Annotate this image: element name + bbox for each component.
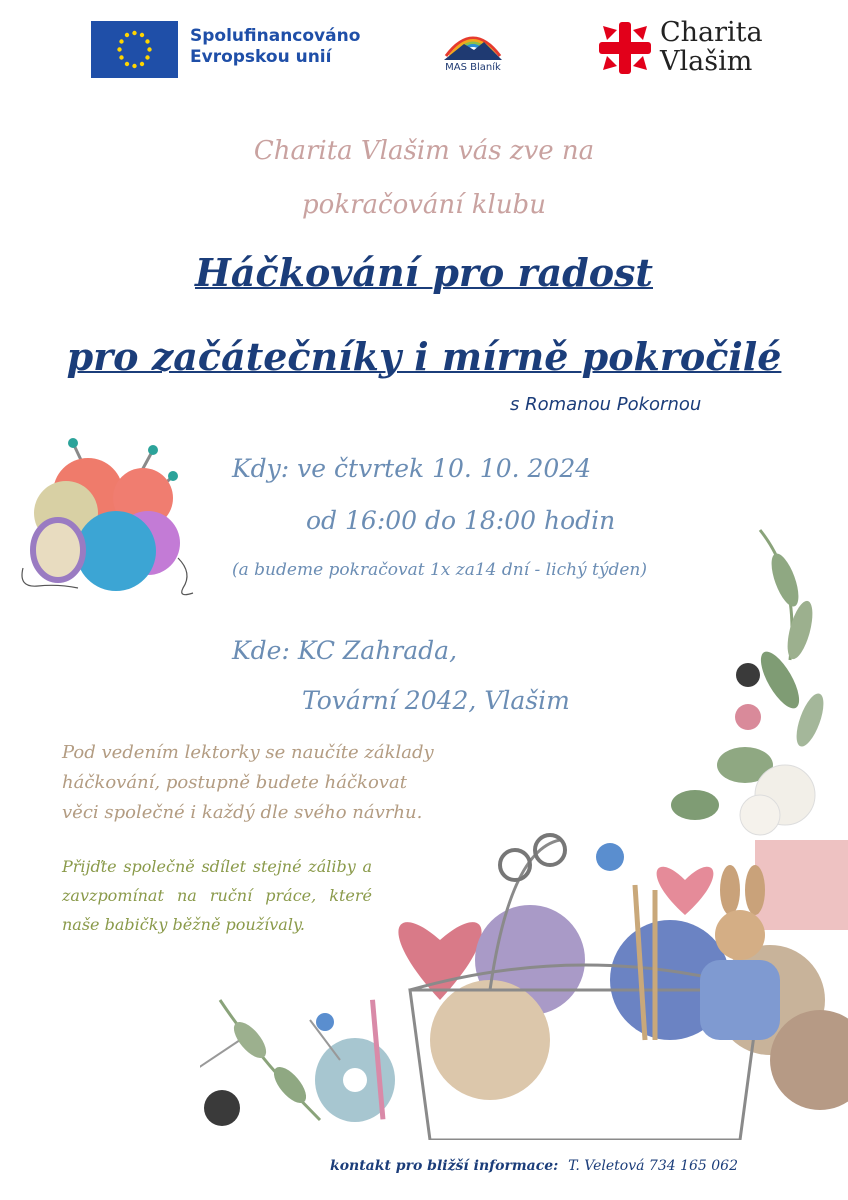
paragraph-invitation: Přijďte společně sdílet stejné záliby a zavzpomínat na ruční práce, které naše babičky běžně používaly.	[62, 857, 372, 934]
when-label: Kdy: ve čtvrtek 10. 10. 2024	[232, 454, 592, 483]
eu-text-line1: Spolufinancováno	[190, 26, 361, 46]
paragraph1-line1: Pod vedením lektorky se naučíte základy	[62, 742, 434, 763]
intro-line1: Charita Vlašim vás zve na	[253, 136, 595, 166]
eu-text-line2: Evropskou unií	[190, 47, 332, 67]
charita-line2: Vlašim	[660, 46, 753, 77]
charita-vlasim-logo-text	[660, 18, 763, 76]
intro-line2: pokračování klubu	[302, 190, 546, 220]
contact-label: kontakt pro bližší informace:	[330, 1158, 559, 1174]
eu-cofinancing-text	[190, 26, 360, 68]
when-note: (a budeme pokračovat 1x za14 dní - lichý týden)	[232, 560, 648, 580]
title-line2: pro začátečníky i mírně pokročilé	[66, 334, 782, 379]
where-address: Tovární 2042, Vlašim	[302, 686, 570, 715]
yarn-balls-illustration	[18, 438, 198, 608]
when-time: od 16:00 do 18:00 hodin	[306, 506, 616, 535]
paragraph1-line3: věci společné i každý dle svého návrhu.	[62, 802, 423, 823]
eu-flag-logo	[91, 21, 178, 78]
where-label: Kde: KC Zahrada,	[232, 636, 458, 665]
crafts-basket-illustration	[200, 520, 848, 1140]
paragraph1-line2: háčkování, postupně budete háčkovat	[62, 772, 407, 793]
contact-value: T. Veletová 734 165 062	[568, 1158, 738, 1174]
mas-blanik-label: MAS Blaník	[445, 62, 501, 73]
lecturer-name: s Romanou Pokornou	[510, 394, 702, 415]
title-line1: Háčkování pro radost	[194, 250, 653, 295]
contact-info	[330, 1158, 738, 1174]
charita-line1: Charita	[660, 17, 763, 48]
charita-cross-icon	[597, 20, 653, 76]
